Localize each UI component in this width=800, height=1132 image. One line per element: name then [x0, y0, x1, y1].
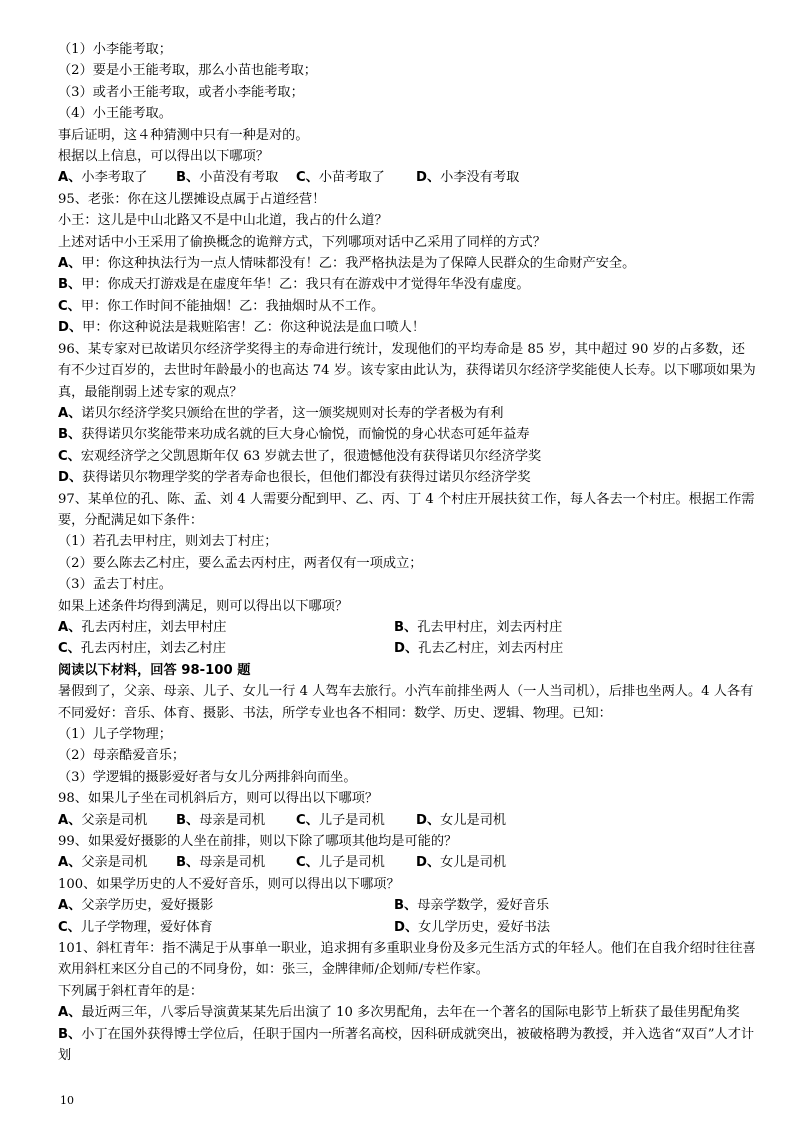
q101-option-a: A、最近两三年，八零后导演黄某某先后出演了 10 多次男配角，去年在一个著名的国际电影节上斩获了最佳男配角奖	[58, 1005, 740, 1021]
q95-line-1: 95、老张：你在这儿摆摊设点属于占道经营！	[58, 191, 326, 207]
q101-stem: 101、斜杠青年：指不满足于从事单一职业，追求拥有多重职业身份及多元生活方式的年轻人。他们在自我介绍时往往喜欢用斜杠来区分自己的不同身份，如：张三，金牌律师/企划师/专栏作家。	[58, 941, 756, 978]
q96-option-d: D、获得诺贝尔物理学奖的学者寿命也很长，但他们都没有获得过诺贝尔经济学奖	[58, 470, 531, 486]
q97-condition-2: （2）要么陈去乙村庄，要么孟去丙村庄，两者仅有一项成立；	[58, 555, 423, 571]
q100-options-row-1	[58, 895, 758, 916]
q101-question: 下列属于斜杠青年的是：	[58, 983, 204, 999]
q99-stem: 99、如果爱好摄影的人坐在前排，则以下除了哪项其他均是可能的？	[58, 834, 458, 850]
q98-option-c: C、儿子是司机	[296, 812, 385, 828]
page-number: 10	[60, 1094, 74, 1107]
q99-option-c: C、儿子是司机	[296, 855, 385, 871]
q99-option-b: B、母亲是司机	[176, 855, 266, 871]
material-condition-2: （2）母亲酷爱音乐；	[58, 748, 186, 764]
q97-stem: 97、某单位的孔、陈、孟、刘 4 人需要分配到甲、乙、丙、丁 4 个村庄开展扶贫工作，每人各去一个村庄。根据工作需要，分配满足如下条件：	[58, 491, 755, 528]
q100-stem: 100、如果学历史的人不爱好音乐，则可以得出以下哪项？	[58, 876, 400, 892]
q94-option-b: B、小苗没有考取	[176, 170, 279, 186]
q98-option-d: D、女儿是司机	[416, 812, 507, 828]
q94-option-c: C、小苗考取了	[296, 170, 385, 186]
q95-option-c: C、甲：你工作时间不能抽烟！乙：我抽烟时从不工作。	[58, 298, 385, 314]
q94-option-d: D、小李没有考取	[416, 170, 520, 186]
q98-option-a: A、父亲是司机	[58, 812, 148, 828]
material-condition-1: （1）儿子学物理；	[58, 727, 172, 742]
q94-option-a: A、小李考取了	[58, 170, 148, 186]
material-condition-3: （3）学逻辑的摄影爱好者与女儿分两排斜向而坐。	[58, 769, 357, 785]
q94-fact: 事后证明，这４种猜测中只有一种是对的。	[58, 127, 309, 143]
q98-stem: 98、如果儿子坐在司机斜后方，则可以得出以下哪项？	[58, 791, 379, 807]
q96-option-a: A、诺贝尔经济学奖只颁给在世的学者，这一颁奖规则对长寿的学者极为有利	[58, 405, 504, 421]
material-text: 暑假到了，父亲、母亲、儿子、女儿一行 4 人驾车去旅行。小汽车前排坐两人（一人当司机），后排也坐两人。4 人各有不同爱好：音乐、体育、摄影、书法，所学专业也各不相同：数学、历史、逻辑、物理。已知：	[58, 684, 754, 721]
q94-condition-4: （4）小王能考取。	[58, 106, 172, 122]
q96-option-c: C、宏观经济学之父凯恩斯年仅 63 岁就去世了，很遗憾他没有获得诺贝尔经济学奖	[58, 448, 542, 464]
q97-option-d: D、孔去乙村庄，刘去丙村庄	[394, 641, 564, 657]
q97-options-row-2	[58, 638, 758, 659]
q95-option-b: B、甲：你成天打游戏是在虚度年华！乙：我只有在游戏中才觉得年华没有虚度。	[58, 277, 530, 293]
q95-question: 上述对话中小王采用了偷换概念的诡辩方式，下列哪项对话中乙采用了同样的方式？	[58, 234, 546, 250]
q97-option-c: C、孔去丙村庄，刘去乙村庄	[58, 641, 226, 657]
q96-option-b: B、获得诺贝尔奖能带来功成名就的巨大身心愉悦，而愉悦的身心状态可延年益寿	[58, 427, 530, 443]
q100-option-b: B、母亲学数学，爱好音乐	[394, 898, 550, 914]
q94-question: 根据以上信息，可以得出以下哪项？	[58, 149, 269, 165]
q100-option-a: A、父亲学历史，爱好摄影	[58, 898, 214, 914]
q94-condition-1: （1）小李能考取；	[58, 42, 172, 57]
q94-options	[58, 167, 758, 188]
q94-condition-2: （2）要是小王能考取，那么小苗也能考取；	[58, 63, 317, 79]
q97-option-b: B、孔去甲村庄，刘去丙村庄	[394, 619, 563, 635]
q97-options-row-1	[58, 617, 758, 638]
q96-stem: 96、某专家对已故诺贝尔经济学奖得主的寿命进行统计，发现他们的平均寿命是 85 岁，其中超过 90 岁的占多数，还有不少过百岁的，去世时年龄最小的也高达 74 岁。该专家由此认为，获得诺贝尔经济学奖能使人长寿。以下哪项如果为真，最能削弱上述专家的观点？	[58, 341, 756, 400]
q99-options	[58, 852, 758, 873]
q99-option-d: D、女儿是司机	[416, 855, 507, 871]
q95-option-d: D、甲：你这种说法是栽赃陷害！乙：你这种说法是血口喷人！	[58, 320, 426, 336]
q95-option-a: A、甲：你这种执法行为一点人情味都没有！乙：我严格执法是为了保障人民群众的生命财产安全。	[58, 256, 636, 272]
q101-option-b: B、小丁在国外获得博士学位后，任职于国内一所著名高校，因科研成就突出，被破格聘为教授，并入选省“双百”人才计划	[58, 1026, 755, 1064]
q98-options	[58, 810, 758, 831]
q94-condition-3: （3）或者小王能考取，或者小李能考取；	[58, 84, 304, 100]
q97-question: 如果上述条件均得到满足，则可以得出以下哪项？	[58, 598, 349, 614]
q95-line-2: 小王：这儿是中山北路又不是中山北道，我占的什么道？	[58, 213, 388, 229]
q97-condition-3: （3）孟去丁村庄。	[58, 577, 172, 593]
q100-options-row-2	[58, 917, 758, 938]
q100-option-d: D、女儿学历史，爱好书法	[394, 919, 551, 935]
q99-option-a: A、父亲是司机	[58, 855, 148, 871]
material-heading: 阅读以下材料，回答 98-100 题	[58, 662, 251, 678]
q97-condition-1: （1）若孔去甲村庄，则刘去丁村庄；	[58, 534, 278, 550]
q98-option-b: B、母亲是司机	[176, 812, 266, 828]
exam-page	[58, 39, 758, 1067]
q97-option-a: A、孔去丙村庄，刘去甲村庄	[58, 619, 227, 635]
q100-option-c: C、儿子学物理，爱好体育	[58, 919, 213, 935]
